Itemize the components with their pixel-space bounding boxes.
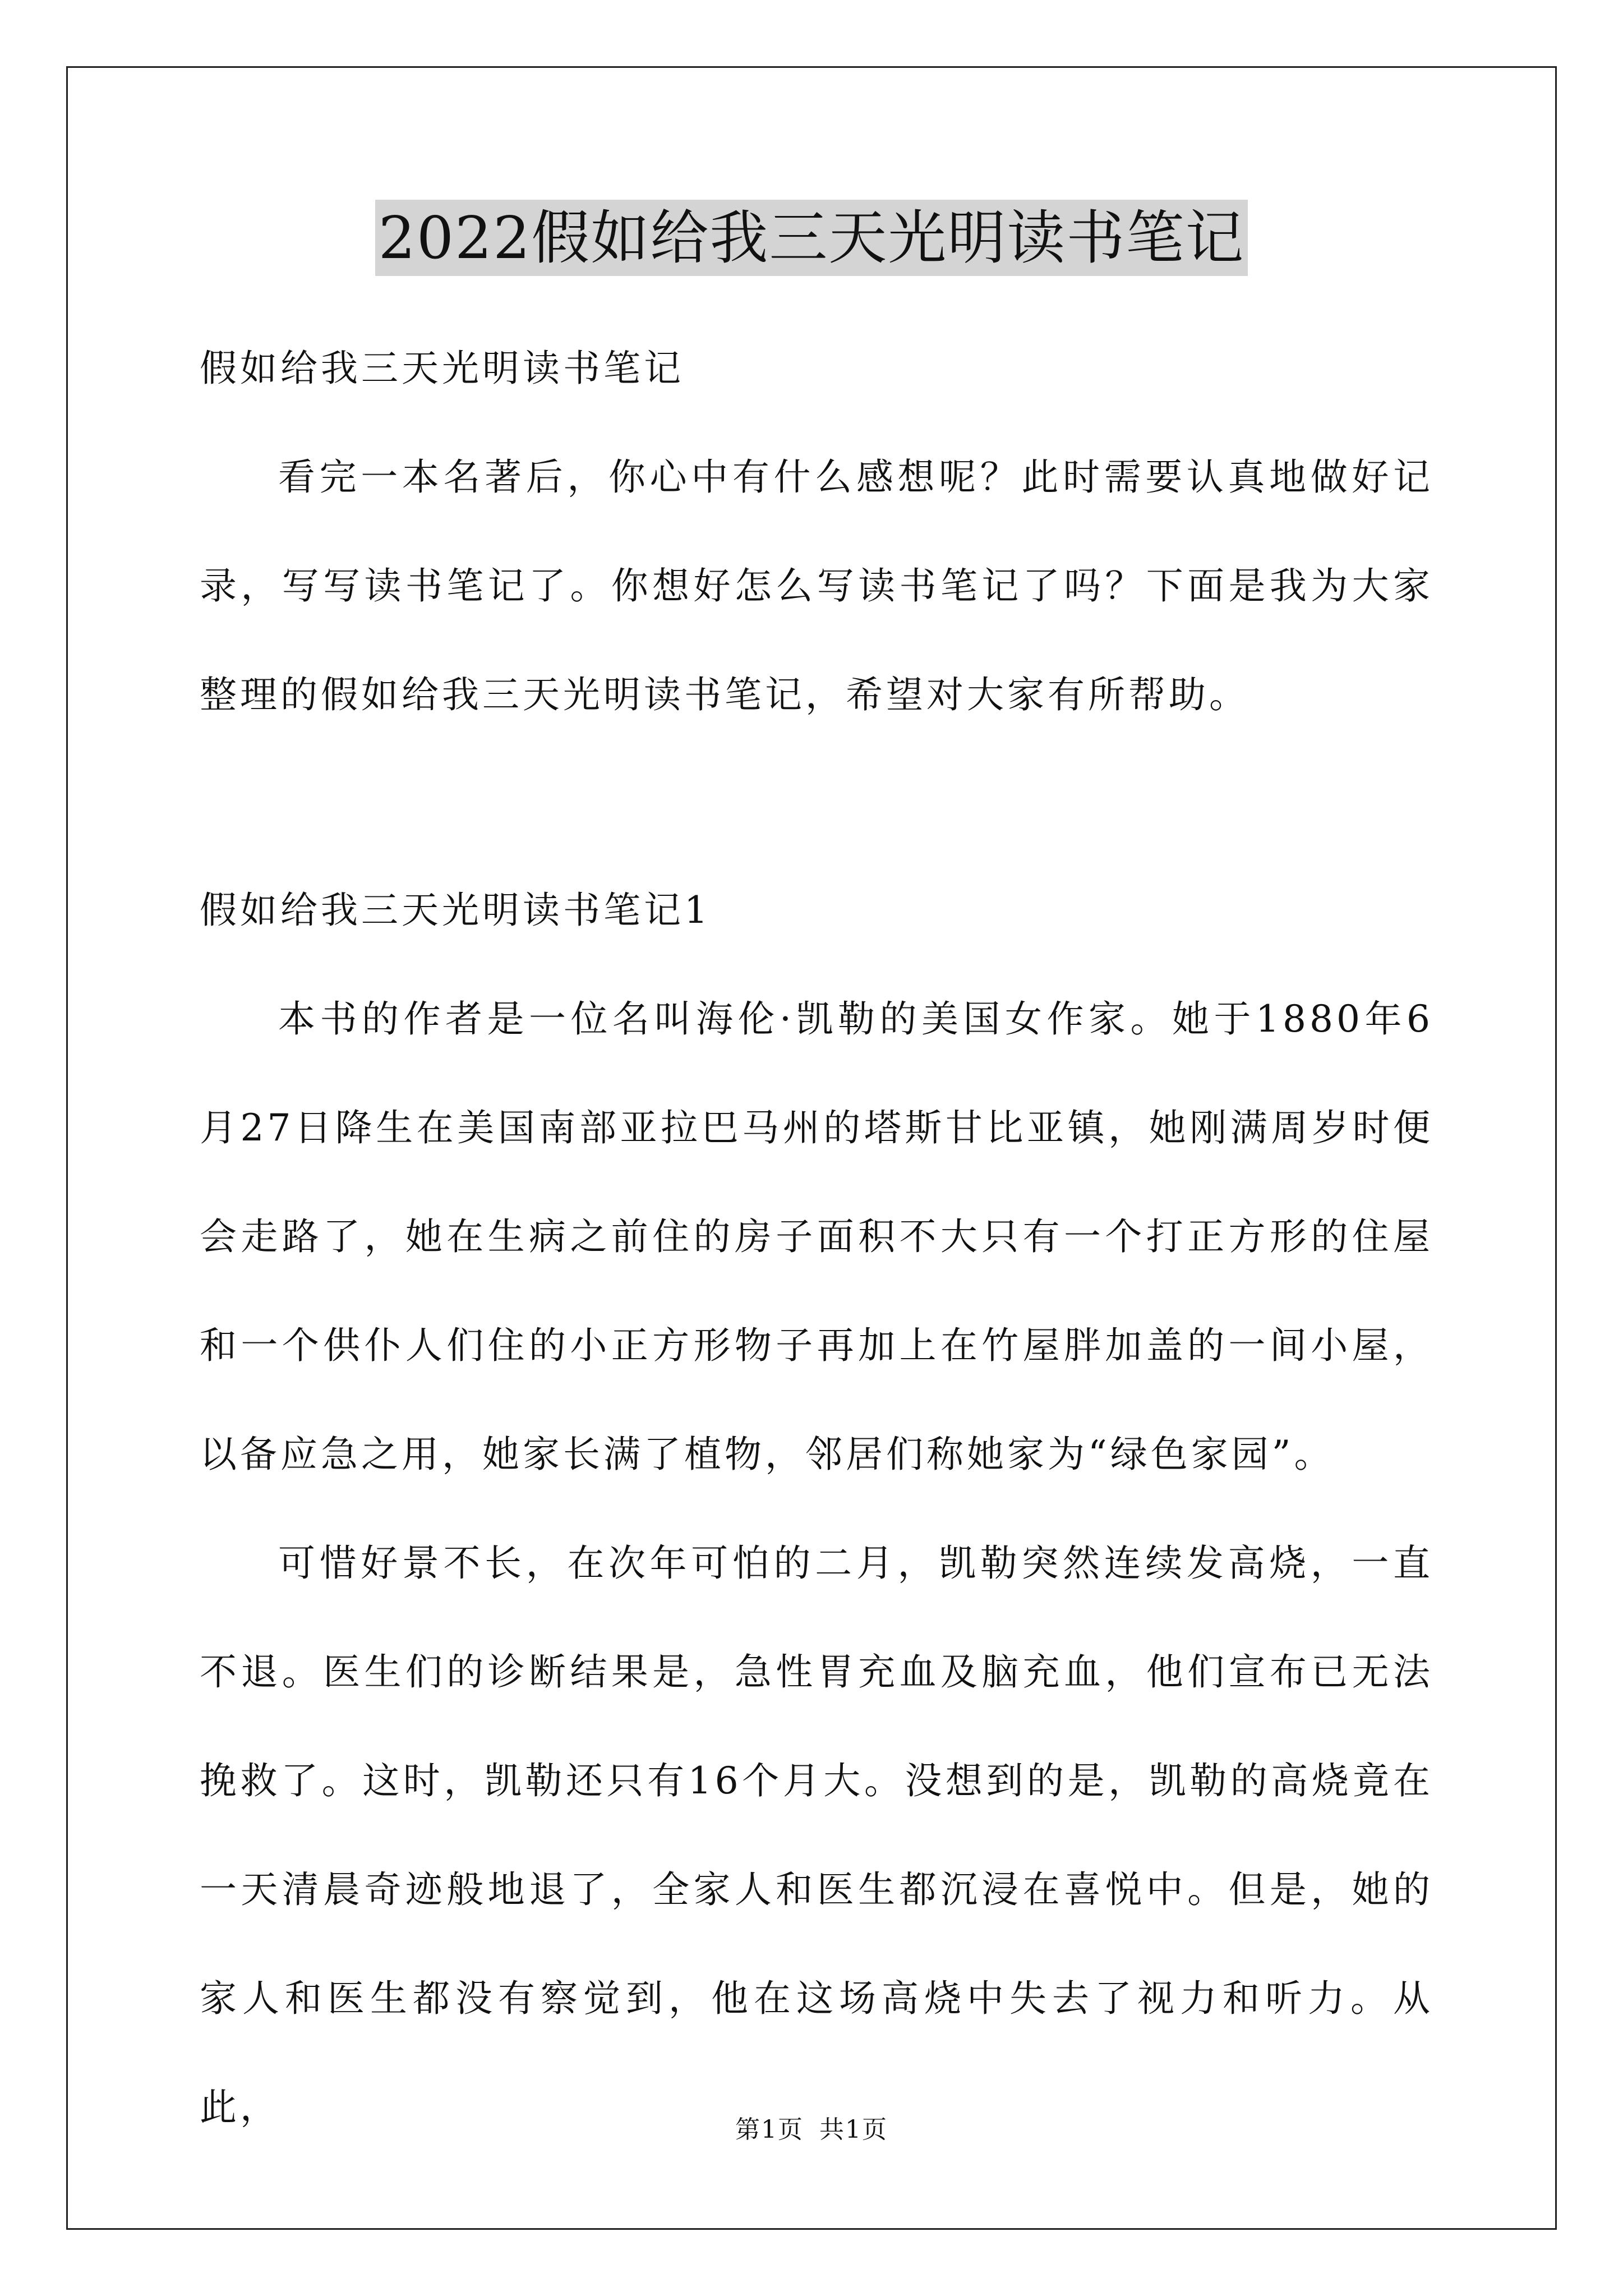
page-number-current: 第1页 xyxy=(735,2115,804,2144)
page-footer xyxy=(0,2109,1623,2145)
document-title: 2022假如给我三天光明读书笔记 xyxy=(375,200,1248,276)
document-heading: 假如给我三天光明读书笔记 xyxy=(200,347,684,390)
body-paragraph-1: 本书的作者是一位名叫海伦·凯勒的美国女作家。她于1880年6月27日降生在美国南部亚拉巴马州的塔斯甘比亚镇，她刚满周岁时便会走路了，她在生病之前住的房子面积不大只有一个打正方形的住屋和一个供仆人们住的小正方形物子再加上在竹屋胖加盖的一间小屋，以备应急之用，她家长满了植物，邻居们称她家为“绿色家园”。 xyxy=(200,997,1433,1476)
document-body xyxy=(200,314,1433,2162)
body-paragraph-2: 可惜好景不长，在次年可怕的二月，凯勒突然连续发高烧，一直不退。医生们的诊断结果是，急性胃充血及脑充血，他们宣布已无法挽救了。这时，凯勒还只有16个月大。没想到的是，凯勒的高烧竟在一天清晨奇迹般地退了，全家人和医生都沉浸在喜悦中。但是，她的家人和医生都没有察觉到，他在这场高烧中失去了视力和听力。从此， xyxy=(200,1542,1433,2129)
section-heading: 假如给我三天光明读书笔记1 xyxy=(200,889,711,932)
title-container xyxy=(0,200,1623,276)
intro-paragraph: 看完一本名著后，你心中有什么感想呢？此时需要认真地做好记录，写写读书笔记了。你想好怎么写读书笔记了吗？下面是我为大家整理的假如给我三天光明读书笔记，希望对大家有所帮助。 xyxy=(200,455,1433,716)
section-spacer xyxy=(200,749,1433,856)
page-number-total: 共1页 xyxy=(819,2115,888,2144)
